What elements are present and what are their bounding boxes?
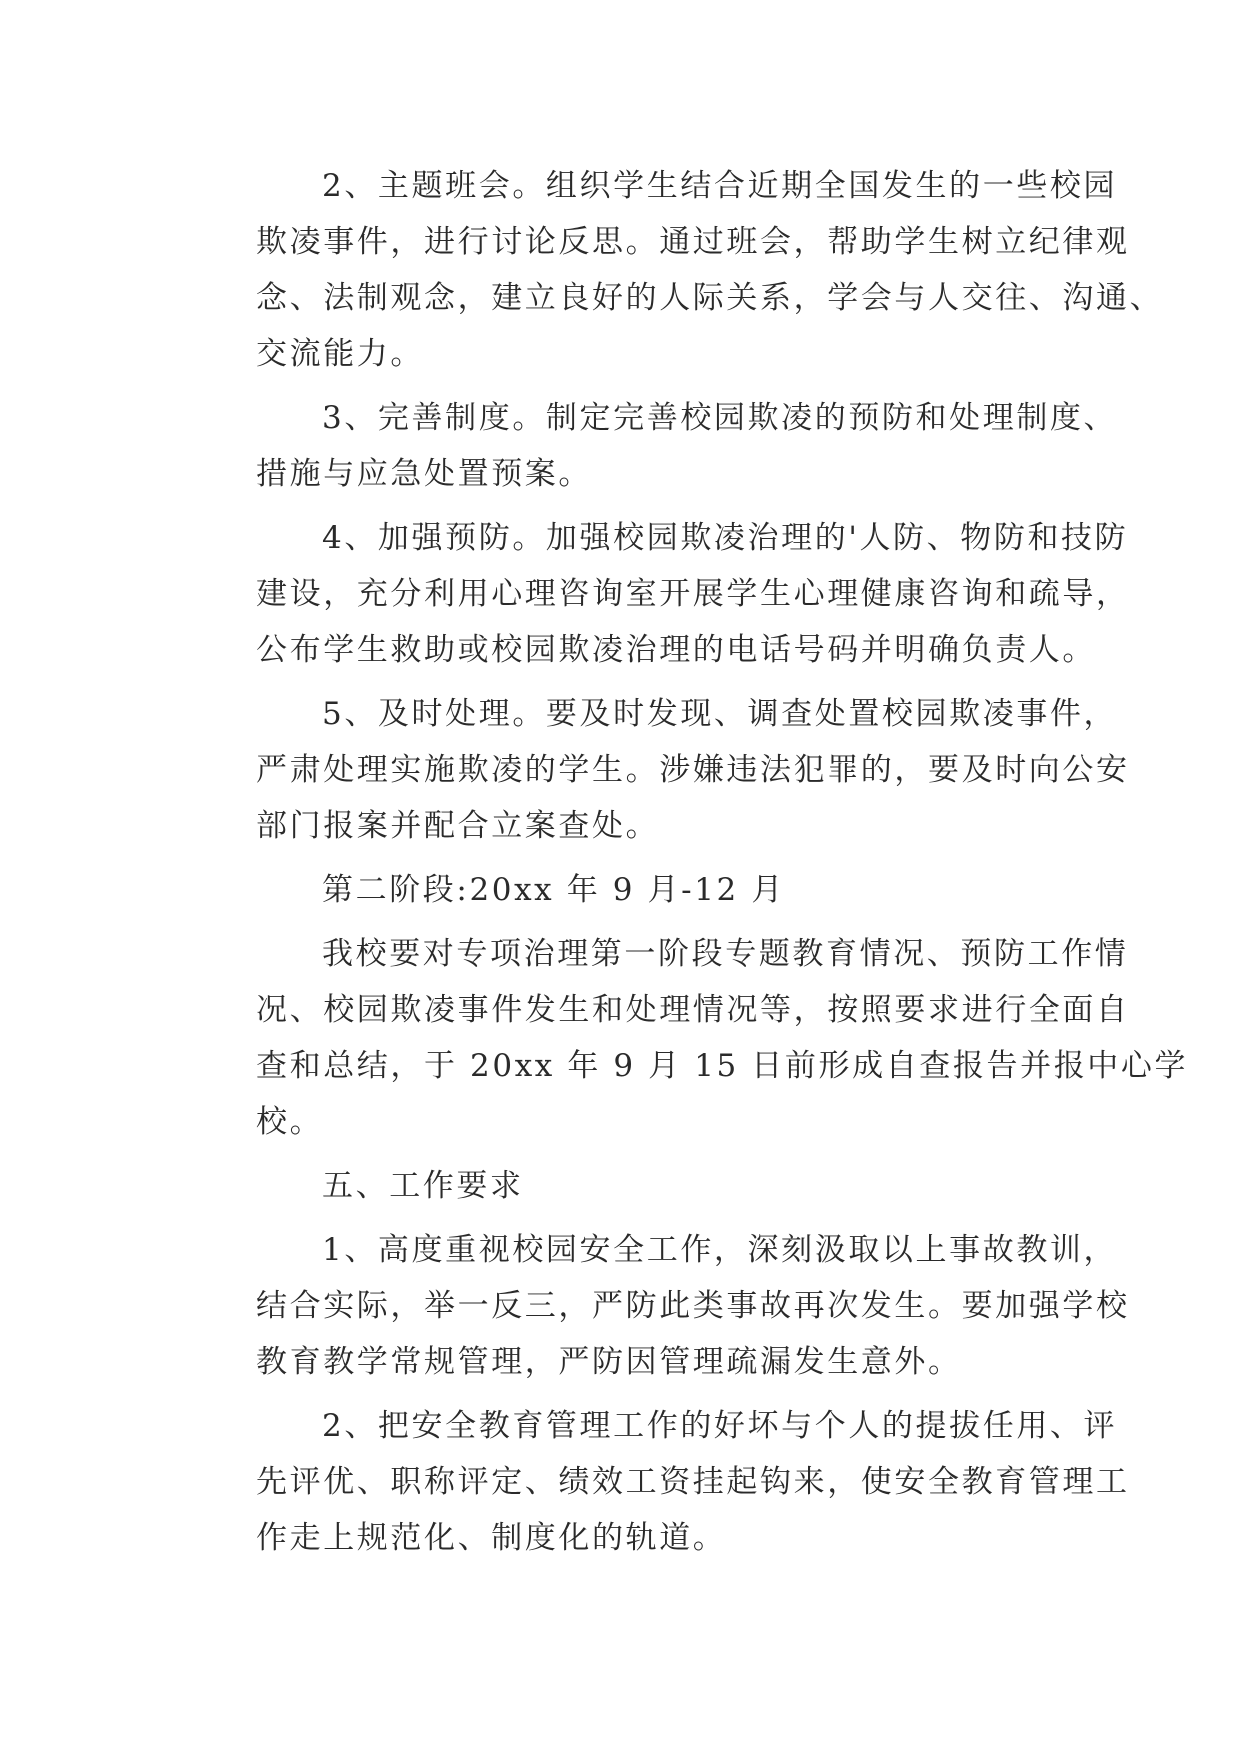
paragraph-theme-class-meeting: [190, 158, 1164, 382]
text-line: 第二阶段:20xx 年 9 月-12 月: [322, 872, 785, 908]
paragraph-requirement-two: [190, 1398, 1130, 1566]
text-line: 4、加强预防。加强校园欺凌治理的'人防、物防和技防: [322, 520, 1129, 556]
text-line: 欺凌事件，进行讨论反思。通过班会，帮助学生树立纪律观: [256, 224, 1130, 260]
paragraph-strengthen-prevention: [190, 510, 1130, 678]
paragraph-timely-handling: [190, 686, 1130, 854]
text-line: 交流能力。: [256, 336, 424, 372]
text-line: 教育教学常规管理，严防因管理疏漏发生意外。: [256, 1344, 962, 1380]
text-line: 措施与应急处置预案。: [256, 456, 592, 492]
text-line: 5、及时处理。要及时发现、调查处置校园欺凌事件，: [322, 696, 1118, 732]
document-body: [190, 158, 1189, 1574]
paragraph-self-inspection: [190, 926, 1189, 1150]
text-line: 念、法制观念，建立良好的人际关系，学会与人交往、沟通、: [256, 280, 1164, 316]
text-line: 建设，充分利用心理咨询室开展学生心理健康咨询和疏导，: [256, 576, 1130, 612]
section-heading-work-requirements: [190, 1158, 1070, 1214]
text-line: 3、完善制度。制定完善校园欺凌的预防和处理制度、: [322, 400, 1118, 436]
paragraph-improve-system: [190, 390, 1118, 502]
text-line: 五、工作要求: [322, 1168, 524, 1204]
text-line: 2、把安全教育管理工作的好坏与个人的提拔任用、评: [322, 1408, 1118, 1444]
text-line: 公布学生救助或校园欺凌治理的电话号码并明确负责人。: [256, 632, 1096, 668]
text-line: 我校要对专项治理第一阶段专题教育情况、预防工作情: [322, 936, 1129, 972]
text-line: 先评优、职称评定、绩效工资挂起钩来，使安全教育管理工: [256, 1464, 1130, 1500]
paragraph-phase-two-heading: [190, 862, 1070, 918]
text-line: 结合实际，举一反三，严防此类事故再次发生。要加强学校: [256, 1288, 1130, 1324]
paragraph-requirement-one: [190, 1222, 1130, 1390]
text-line: 况、校园欺凌事件发生和处理情况等，按照要求进行全面自: [256, 992, 1130, 1028]
text-line: 查和总结，于 20xx 年 9 月 15 日前形成自查报告并报中心学: [256, 1048, 1189, 1084]
text-line: 校。: [256, 1104, 324, 1140]
text-line: 1、高度重视校园安全工作，深刻汲取以上事故教训，: [322, 1232, 1118, 1268]
text-line: 2、主题班会。组织学生结合近期全国发生的一些校园: [322, 168, 1118, 204]
text-line: 作走上规范化、制度化的轨道。: [256, 1520, 727, 1556]
text-line: 部门报案并配合立案查处。: [256, 808, 660, 844]
text-line: 严肃处理实施欺凌的学生。涉嫌违法犯罪的，要及时向公安: [256, 752, 1130, 788]
